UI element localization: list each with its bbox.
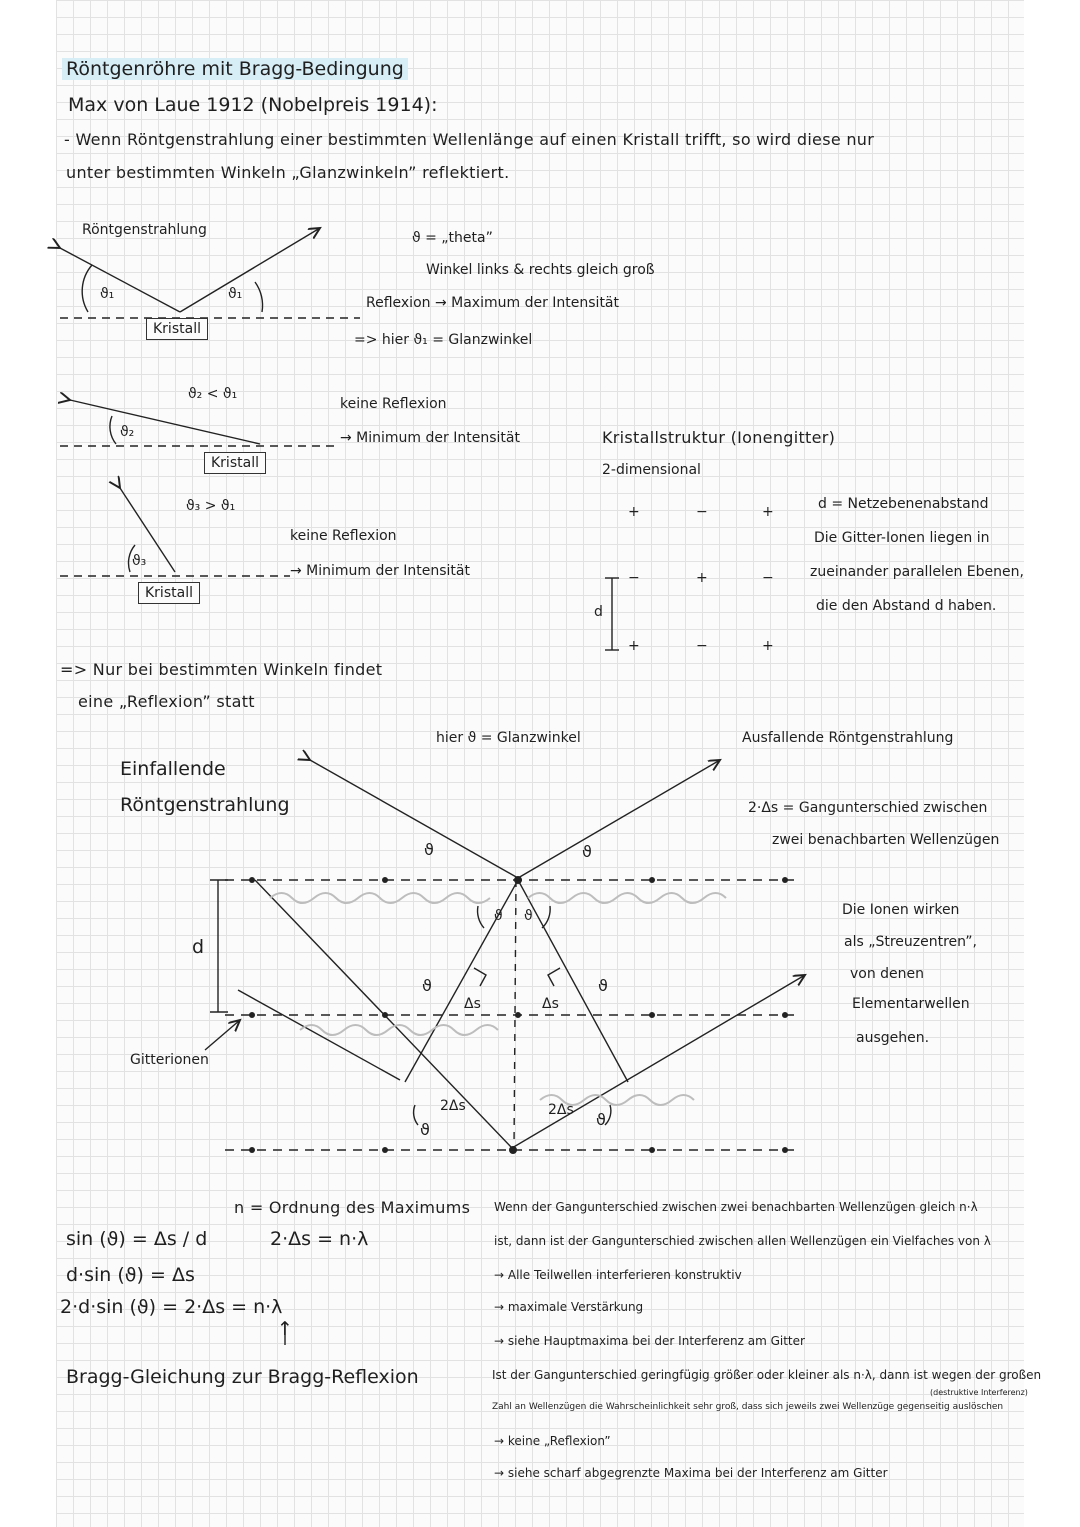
theta-label: ϑ bbox=[494, 908, 503, 924]
crystal-structure-subtitle: 2-dimensional bbox=[602, 462, 701, 478]
explanation-5: → siehe Hauptmaxima bei der Interferenz am Gitter bbox=[494, 1334, 805, 1348]
perpendicular-right bbox=[518, 880, 628, 1082]
two-delta-s-right: 2Δs bbox=[548, 1102, 574, 1118]
formula-d-sin: d·sin (ϑ) = Δs bbox=[66, 1264, 195, 1286]
angle-label-3: ϑ₃ bbox=[132, 553, 147, 569]
note-angles-equal: Winkel links & rechts gleich groß bbox=[426, 262, 655, 278]
incoming-ray-1 bbox=[60, 248, 180, 312]
formula-arrow: ↑ bbox=[277, 1318, 293, 1340]
reflected-ray-top bbox=[518, 760, 720, 878]
ions-note-3: von denen bbox=[850, 966, 925, 982]
explanation-3: → Alle Teilwellen interferieren konstruktiv bbox=[494, 1268, 742, 1282]
conclusion-line-2: eine „Reflexion” statt bbox=[78, 692, 255, 711]
delta-s-right: Δs bbox=[542, 996, 559, 1012]
note-theta: ϑ = „theta” bbox=[412, 230, 493, 246]
angle-arc-2 bbox=[110, 416, 116, 444]
note-reflection: Reflexion → Maximum der Intensität bbox=[366, 295, 619, 311]
theta-label: ϑ bbox=[420, 1120, 431, 1139]
relation-2: ϑ₂ < ϑ₁ bbox=[188, 386, 238, 402]
glanzwinkel-label: hier ϑ = Glanzwinkel bbox=[436, 730, 581, 746]
subtitle: Max von Laue 1912 (Nobelpreis 1914): bbox=[68, 94, 438, 116]
ion: + bbox=[628, 504, 640, 520]
order-note: n = Ordnung des Maximums bbox=[234, 1198, 471, 1217]
angle-label-2: ϑ₂ bbox=[120, 424, 135, 440]
page-title: Röntgenröhre mit Bragg-Bedingung bbox=[62, 58, 408, 80]
bragg-caption: Bragg-Gleichung zur Bragg-Reflexion bbox=[66, 1366, 419, 1388]
incident-ray-top bbox=[310, 760, 518, 878]
intro-line-1: - Wenn Röntgenstrahlung einer bestimmten Wellenlänge auf einen Kristall trifft, so wird diese nur bbox=[64, 130, 875, 149]
theta-label: ϑ bbox=[424, 840, 435, 859]
note-glanzwinkel: => hier ϑ₁ = Glanzwinkel bbox=[354, 332, 533, 348]
explanation-10: → siehe scharf abgegrenzte Maxima bei der Interferenz am Gitter bbox=[494, 1466, 888, 1480]
crystal-structure-title: Kristallstruktur (Ionengitter) bbox=[602, 428, 836, 447]
incoming-label-1: Einfallende bbox=[120, 758, 226, 780]
crystal-box-1: Kristall bbox=[146, 318, 208, 340]
note-ions-1: Die Gitter-Ionen liegen in bbox=[814, 530, 990, 546]
incoming-label-2: Röntgenstrahlung bbox=[120, 794, 290, 816]
ray-label: Röntgenstrahlung bbox=[82, 222, 207, 238]
angle-arc-1a bbox=[82, 265, 92, 312]
explanation-6: Ist der Gangunterschied geringfügig größer oder kleiner als n·λ, dann ist wegen der großen bbox=[492, 1368, 1042, 1382]
ions-note-1: Die Ionen wirken bbox=[842, 902, 960, 918]
reflected-ray-1 bbox=[180, 228, 320, 312]
path-diff-line-2: zwei benachbarten Wellenzügen bbox=[772, 832, 1000, 848]
explanation-1: Wenn der Gangunterschied zwischen zwei benachbarten Wellenzügen gleich n·λ bbox=[494, 1200, 978, 1214]
ion: − bbox=[628, 570, 640, 586]
ions-arrow bbox=[205, 1020, 240, 1050]
ion: − bbox=[696, 504, 708, 520]
ion: − bbox=[696, 638, 708, 654]
crystal-box-3: Kristall bbox=[138, 582, 200, 604]
explanation-8: (destruktive Interferenz) bbox=[930, 1388, 1028, 1397]
explanation-4: → maximale Verstärkung bbox=[494, 1300, 644, 1314]
incoming-ray-2 bbox=[70, 400, 260, 444]
theta-label: ϑ bbox=[596, 1110, 607, 1129]
ions-note-4: Elementarwellen bbox=[852, 996, 970, 1012]
note-ions-2: zueinander parallelen Ebenen, bbox=[810, 564, 1024, 580]
theta-label: ϑ bbox=[582, 842, 593, 861]
d-label: d bbox=[594, 604, 603, 620]
formula-bragg: 2·d·sin (ϑ) = 2·Δs = n·λ bbox=[60, 1296, 283, 1318]
explanation-7: Zahl an Wellenzügen die Wahrscheinlichkeit sehr groß, dass sich jeweils zwei Wellenzüge gegenseitig auslöschen bbox=[492, 1402, 1004, 1412]
ions-note-2: als „Streuzentren”, bbox=[844, 934, 977, 950]
crystal-box-2: Kristall bbox=[204, 452, 266, 474]
conclusion-line-1: => Nur bei bestimmten Winkeln findet bbox=[60, 660, 383, 679]
note-no-reflection-3: keine Reflexion bbox=[290, 528, 397, 544]
angle-label-1a: ϑ₁ bbox=[100, 286, 115, 302]
intro-line-2: unter bestimmten Winkeln „Glanzwinkeln” reflektiert. bbox=[66, 163, 510, 182]
ion: − bbox=[762, 570, 774, 586]
angle-arc-1b bbox=[255, 282, 263, 312]
note-no-reflection-2: keine Reflexion bbox=[340, 396, 447, 412]
bragg-d-label: d bbox=[192, 936, 205, 958]
bragg-condition: 2·Δs = n·λ bbox=[270, 1228, 369, 1250]
theta-label: ϑ bbox=[524, 908, 533, 924]
ions-label: Gitterionen bbox=[130, 1052, 209, 1068]
theta-label: ϑ bbox=[598, 976, 609, 995]
ion: + bbox=[696, 570, 708, 586]
note-ions-3: die den Abstand d haben. bbox=[816, 598, 997, 614]
note-minimum-2: → Minimum der Intensität bbox=[340, 430, 520, 446]
explanation-9: → keine „Reflexion” bbox=[494, 1434, 611, 1448]
two-delta-s-left: 2Δs bbox=[440, 1098, 466, 1114]
relation-3: ϑ₃ > ϑ₁ bbox=[186, 498, 236, 514]
path-diff-line-1: 2·Δs = Gangunterschied zwischen bbox=[748, 800, 988, 816]
ions-note-5: ausgehen. bbox=[856, 1030, 930, 1046]
ion: + bbox=[762, 504, 774, 520]
note-minimum-3: → Minimum der Intensität bbox=[290, 563, 470, 579]
ion: + bbox=[628, 638, 640, 654]
ion: + bbox=[762, 638, 774, 654]
theta-label: ϑ bbox=[422, 976, 433, 995]
angle-label-1b: ϑ₁ bbox=[228, 286, 243, 302]
delta-s-left: Δs bbox=[464, 996, 481, 1012]
explanation-2: ist, dann ist der Gangunterschied zwischen allen Wellenzügen ein Vielfaches von λ bbox=[494, 1234, 991, 1248]
formula-sin: sin (ϑ) = Δs / d bbox=[66, 1228, 208, 1250]
d-definition: d = Netzebenenabstand bbox=[818, 496, 989, 512]
outgoing-label: Ausfallende Röntgenstrahlung bbox=[742, 730, 954, 746]
